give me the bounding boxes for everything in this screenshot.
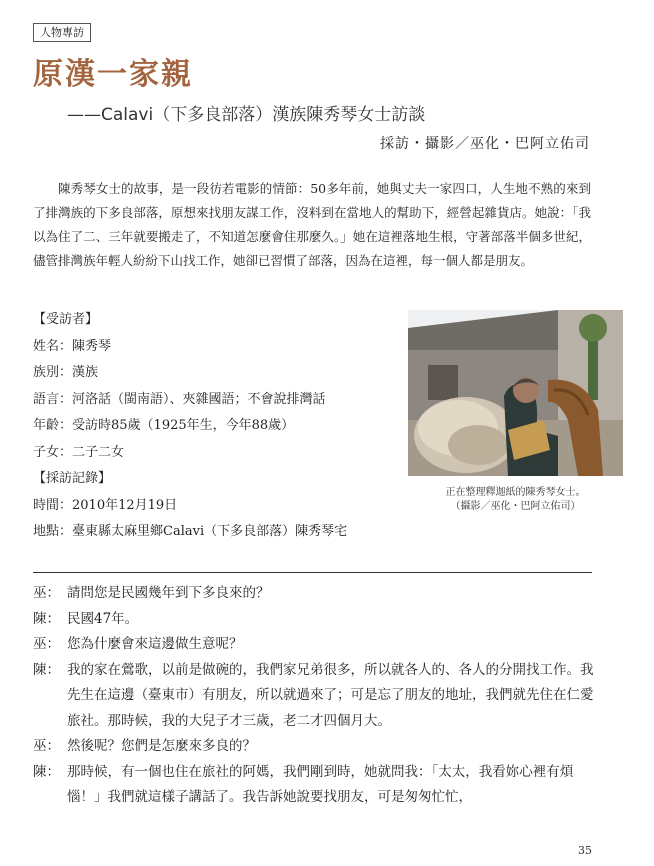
- utterance: 然後呢？您們是怎麼來多良的？: [67, 738, 256, 754]
- info-language: 語言：河洛話（閩南語）、夾雜國語；不會說排灣話: [33, 391, 326, 407]
- info-name: 姓名：陳秀琴: [33, 338, 112, 354]
- speaker: 巫：: [33, 636, 60, 652]
- photo-caption: [408, 486, 623, 514]
- info-children: 子女：二子二女: [33, 444, 125, 460]
- dialogue-line: [33, 607, 598, 633]
- dialogue-line: [33, 632, 598, 658]
- speaker: 陳：: [33, 610, 60, 627]
- record-heading: 【採訪記錄】: [33, 471, 112, 486]
- dialogue-line: [33, 760, 598, 811]
- article-title: 原漢一家親: [33, 57, 193, 92]
- interviewee-info: [33, 307, 403, 546]
- dialogue-line: [33, 734, 598, 760]
- page-number: 35: [578, 844, 592, 857]
- utterance: 民國47年。: [67, 610, 139, 627]
- speaker: 陳：: [33, 763, 60, 780]
- dialogue-line: [33, 581, 598, 607]
- info-ethnicity: 族別：漢族: [33, 365, 99, 380]
- utterance: 您為什麼會來這邊做生意呢？: [67, 636, 243, 652]
- dialogue-line: [33, 658, 598, 735]
- photo-caption-line1: 正在整理釋迦紙的陳秀琴女士。: [445, 487, 586, 498]
- utterance: 那時候，有一個也住在旅社的阿媽，我們剛到時，她就問我：「太太，我看妳心裡有煩惱！」我們就這樣子講話了。我告訴她說要找朋友，可是匆匆忙忙，: [67, 763, 574, 805]
- speaker: 巫：: [33, 585, 60, 601]
- info-age: 年齡：受訪時85歲（1925年生，今年88歲）: [33, 418, 295, 433]
- interview-dialogue: [33, 581, 598, 811]
- speaker: 陳：: [33, 661, 60, 678]
- article-subtitle: ——Calavi（下多良部落）漢族陳秀琴女士訪談: [67, 105, 426, 125]
- speaker: 巫：: [33, 738, 60, 754]
- section-divider: [33, 572, 592, 573]
- author-credit: 採訪・攝影／巫化・巴阿立佑司: [380, 136, 590, 152]
- photo-caption-credit: （攝影／巫化・巴阿立佑司）: [450, 501, 581, 512]
- utterance: 我的家在鶯歌，以前是做碗的，我們家兄弟很多，所以就各人的、各人的分開找工作。我先生在這邊（臺東市）有朋友，所以就過來了；可是忘了朋友的地址，我們就先住在仁愛旅社。那時候，我的大兒子才三歲，老二才四個月大。: [67, 661, 594, 729]
- utterance: 請問您是民國幾年到下多良來的？: [67, 585, 270, 601]
- interviewee-photo: [408, 310, 623, 476]
- intro-paragraph: 陳秀琴女士的故事，是一段彷若電影的情節：50多年前，她與丈夫一家四口，人生地不熟的來到了排灣族的下多良部落，原想來找朋友謀工作，沒料到在當地人的幫助下，經營起雜貨店。她說：「我以為住了二、三年就要搬走了，不知道怎麼會住那麼久。」她在這裡落地生根，守著部落半個多世紀，儘管排灣族年輕人紛紛下山找工作，她卻已習慣了部落，因為在這裡，每一個人都是朋友。: [33, 181, 591, 268]
- section-tag: 人物專訪: [33, 23, 91, 42]
- info-time: 時間：2010年12月19日: [33, 497, 178, 513]
- interviewee-heading: 【受訪者】: [33, 312, 99, 327]
- info-place: 地點：臺東縣太麻里鄉Calavi（下多良部落）陳秀琴宅: [33, 524, 348, 539]
